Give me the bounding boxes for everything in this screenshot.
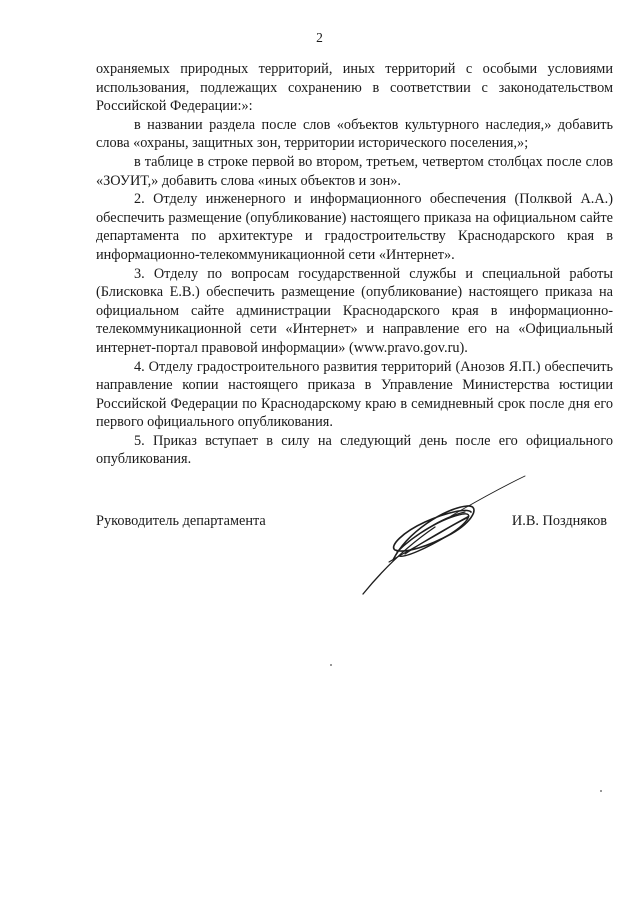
paragraph-section-title-amendment: в названии раздела после слов «объектов культурного наследия,» добавить слова «охраны, защитных зон, территории исторического поселения,»;: [96, 116, 613, 152]
scan-speck: [600, 790, 602, 792]
signer-name: И.В. Поздняков: [511, 513, 607, 529]
document-body: [96, 60, 613, 469]
paragraph-item-2: 2. Отделу инженерного и информационного обеспечения (Полквой А.А.) обеспечить размещение (опубликование) настоящего приказа на официальном сайте департамента по архитектуре и градостроительству Краснодарского края в информационно-телекоммуникационной сети «Интернет».: [96, 191, 613, 263]
paragraph-table-amendment: в таблице в строке первой во втором, третьем, четвертом столбцах после слов «ЗОУИТ,» добавить слова «иных объектов и зон».: [96, 153, 613, 189]
page-number: 2: [316, 30, 323, 45]
handwritten-signature: [355, 472, 530, 602]
paragraph-item-5: 5. Приказ вступает в силу на следующий день после его официального опубликования.: [96, 432, 613, 468]
paragraph-item-4: 4. Отделу градостроительного развития территорий (Анозов Я.П.) обеспечить направление копии настоящего приказа в Управление Министерства юстиции Российской Федерации по Краснодарскому краю в семидневный срок после дня его первого официального опубликования.: [96, 358, 613, 431]
scan-speck: [330, 664, 332, 666]
paragraph-item-3: 3. Отделу по вопросам государственной службы и специальной работы (Блисковка Е.В.) обеспечить размещение (опубликование) настоящего приказа на официальном сайте администрации Краснодарского края в информационно-телекоммуникационной сети «Интернет» и направление его на «Официальный интернет-портал правовой информации» (www.pravo.gov.ru).: [96, 265, 613, 356]
signer-title: Руководитель департамента: [96, 513, 266, 529]
paragraph-continuation: охраняемых природных территорий, иных территорий с особыми условиями использования, подлежащих сохранению в соответствии с законодательством Российской Федерации:»:: [96, 61, 613, 115]
